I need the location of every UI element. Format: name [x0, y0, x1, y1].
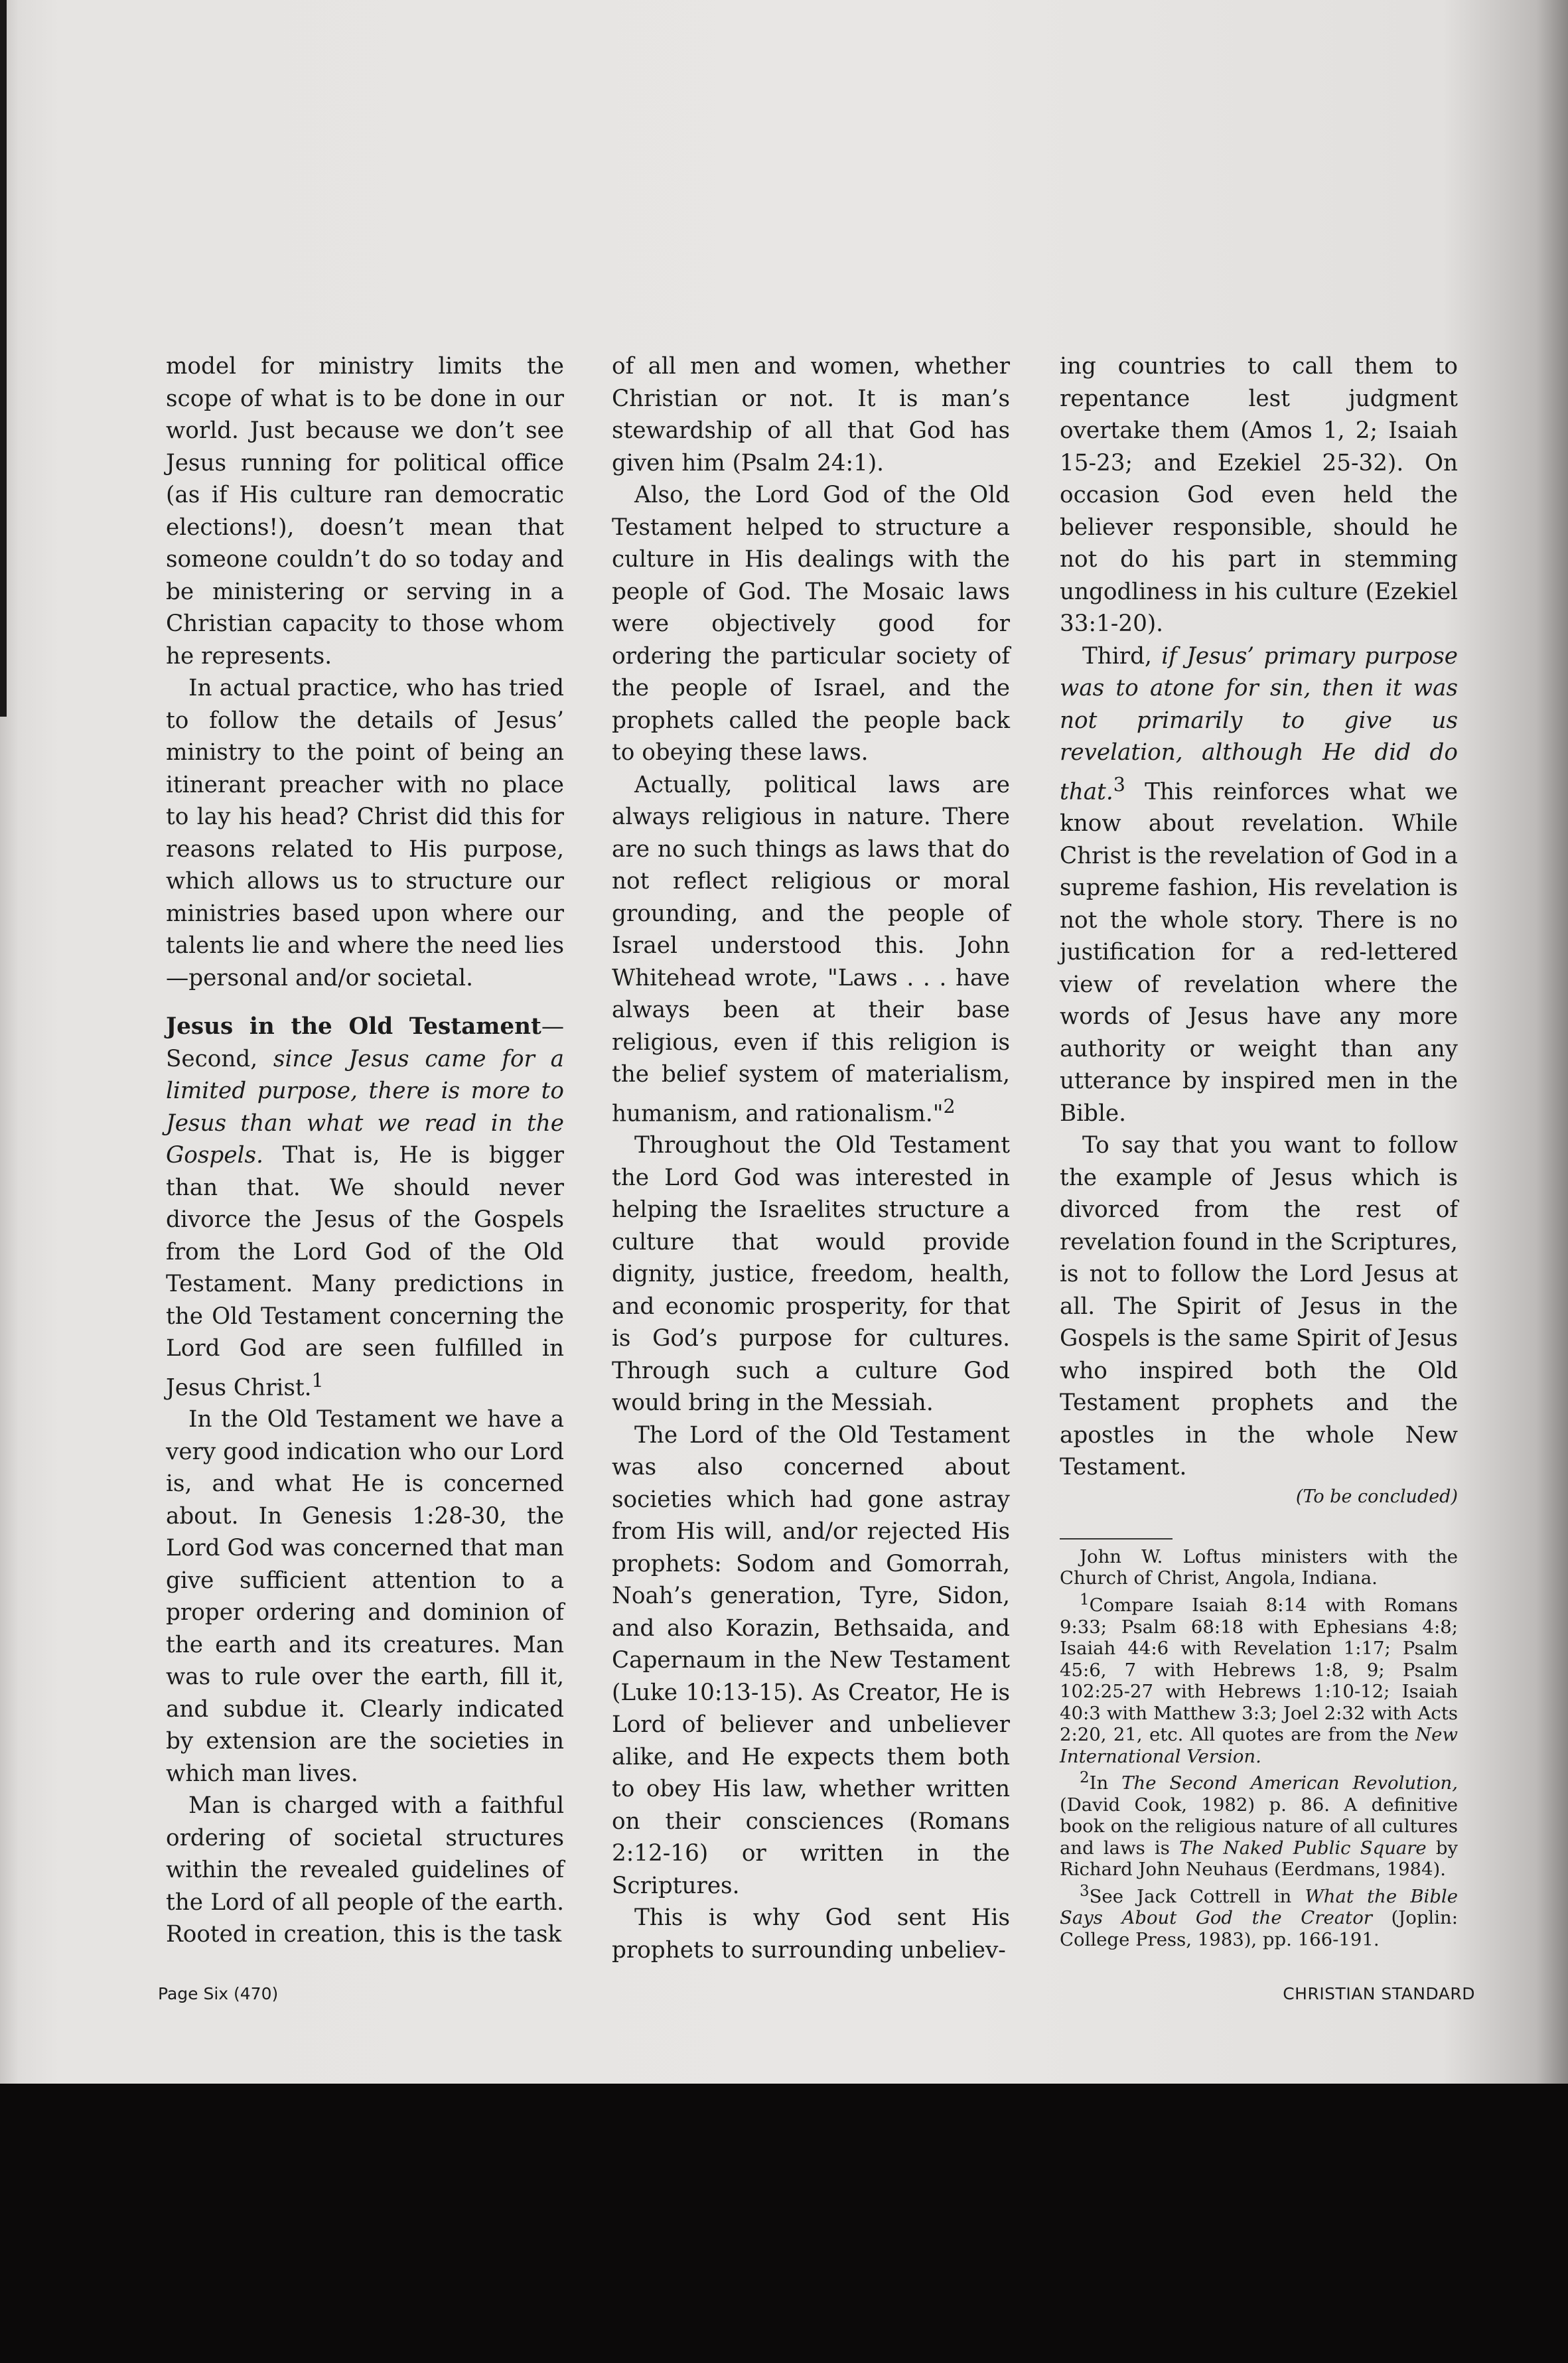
italic-text: What the Bible Says About God the Creator [1060, 1885, 1458, 1929]
paragraph: To say that you want to follow the example of Jesus which is divorced from the rest of revelation found in the Scriptures, is not to follow the Lord Jesus at all. The Spirit of Jesus in the Gospels is the same Spirit of Jesus who inspired both the Old Testament prophets and the apostles in the whole New Testament. [1060, 1132, 1458, 1481]
paragraph: Also, the Lord God of the Old Testament helped to structure a culture in His dealings with the people of God. The Mosaic laws were objectively good for ordering the particular society of the people of Israel, and the prophets called the people back to obeying these laws. [612, 482, 1010, 766]
paragraph-with-subhead [166, 1011, 564, 1403]
footnote-ref: 2 [943, 1095, 956, 1117]
footnote-ref: 3 [1113, 773, 1125, 796]
page-number: Page Six (470) [158, 1984, 279, 2003]
publication-name: CHRISTIAN STANDARD [1283, 1984, 1475, 2003]
article-column-3 [1060, 350, 1458, 1950]
section-subhead: Jesus in the Old Testament [166, 1013, 541, 1040]
footnote-ref: 1 [311, 1369, 324, 1392]
text-run: Third, [1082, 642, 1162, 670]
italic-text: since Jesus came for a limited purpose, there is more to Jesus than what we read in the Gospels. [166, 1045, 565, 1169]
footnote-mark: 1 [1080, 1591, 1090, 1609]
article-column-1 [166, 350, 564, 1951]
italic-text: New International Version. [1060, 1724, 1458, 1767]
footnote-divider [1060, 1538, 1173, 1540]
paragraph: In actual practice, who has tried to follow the details of Jesus’ ministry to the point of being an itinerant preacher with no place to lay his head? Christ did this for reasons related to His purpose, which allows us to structure our ministries based upon where our talents lie and where the need lies—personal and/or societal. [166, 675, 564, 991]
paragraph [612, 769, 1010, 1130]
paragraph: The Lord of the Old Testament was also concerned about societies which had gone astray from His will, and/or rejected His prophets: Sodom and Gomorrah, Noah’s generation, Tyre, Sidon, and also Korazin, Bethsaida, and Capernaum in the New Testament (Luke 10:13-15). As Creator, He is Lord of believer and unbeliever alike, and He expects them both to obey His law, whether written on their consciences (Romans 2:12-16) or written in the Scriptures. [612, 1421, 1010, 1899]
paragraph: of all men and women, whether Christian or not. It is man’s stewardship of all that God has given him (Psalm 24:1). [612, 353, 1010, 476]
footnotes [1060, 1546, 1458, 1950]
paragraph: ing countries to call them to repentance lest judgment overtake them (Amos 1, 2; Isaiah 15-23; and Ezekiel 25-32). On occasion God even held the believer responsible, should he not do his part in stemming ungodliness in his culture (Ezekiel 33:1-20). [1060, 353, 1458, 637]
footnote-2 [1060, 1767, 1458, 1881]
author-note: John W. Loftus ministers with the Church of Christ, Angola, Indiana. [1060, 1545, 1458, 1589]
paragraph: In the Old Testament we have a very good indication who our Lord is, and what He is concerned about. In Genesis 1:28-30, the Lord God was concerned that man give sufficient attention to a proper ordering and dominion of the earth and its creatures. Man was to rule over the earth, fill it, and subdue it. Clearly indicated by extension are the societies in which man lives. [166, 1406, 564, 1787]
to-be-concluded-note: (To be concluded) [1295, 1486, 1458, 1507]
paragraph: This is why God sent His prophets to surrounding unbeliev- [612, 1904, 1010, 1964]
paragraph: Man is charged with a faithful ordering of societal structures within the revealed guidelines of the Lord of all people of the earth. Rooted in creation, this is the task [166, 1792, 564, 1948]
text-run: (David Cook, 1982) p. 86. A definitive book on the religious nature of all cultures and laws is [1060, 1794, 1458, 1859]
text-run: Compare Isaiah 8:14 with Romans 9:33; Psalm 68:18 with Ephesians 4:8; Isaiah 44:6 with Revelation 1:17; Psalm 45:6, 7 with Hebrews 1:8, 9; Psalm 102:25-27 with Hebrews 1:10-12; Isaiah 40:3 with Matthew 3:3; Joel 2:32 with Acts 2:20, 21, etc. All quotes are from the [1060, 1595, 1458, 1746]
footnote-1 [1060, 1589, 1458, 1767]
text-run: This reinforces what we know about revelation. While Christ is the revelation of God in a supreme fashion, His revelation is not the whole story. There is no justification for a red-lettered view of revelation where the words of Jesus have any more authority or weight than any utterance by inspired men in the Bible. [1060, 778, 1458, 1127]
bleed-through-text [119, 40, 1513, 319]
text-run: by Richard John Neuhaus (Eerdmans, 1984). [1060, 1837, 1458, 1881]
subhead-dash: — [541, 1013, 564, 1040]
italic-text: The Naked Public Square [1179, 1837, 1427, 1859]
text-run: See Jack Cottrell in [1089, 1885, 1305, 1907]
text-run: That is, He is bigger than that. We should never divorce the Jesus of the Gospels from the Lord God of the Old Testament. Many predictions in the Old Testament concerning the Lord God are seen fulfilled in Jesus Christ. [166, 1142, 564, 1401]
text-run: (Joplin: College Press, 1983), pp. 166-191. [1060, 1907, 1458, 1950]
text-run: In [1089, 1772, 1122, 1794]
footnote-3 [1060, 1881, 1458, 1951]
binding-edge-shadow [0, 0, 7, 717]
section-gap [166, 994, 564, 1011]
italic-text: if Jesus’ primary purpose was to atone for sin, then it was not primarily to give us revelation, although He did do that. [1060, 642, 1458, 805]
paragraph: model for ministry limits the scope of what is to be done in our world. Just because we don’t see Jesus running for political office (as if His culture ran democratic elections!), doesn’t mean that someone couldn’t do so today and be ministering or serving in a Christian capacity to those whom he represents. [166, 353, 564, 670]
italic-text: The Second American Revolution, [1121, 1772, 1458, 1794]
paragraph: Throughout the Old Testament the Lord God was interested in helping the Israelites structure a culture that would provide dignity, justice, freedom, health, and economic prosperity, for that is God’s purpose for cultures. Through such a culture God would bring in the Messiah. [612, 1132, 1010, 1417]
footnote-mark: 2 [1080, 1769, 1090, 1787]
text-run: Actually, political laws are always religious in nature. There are no such things as laws that do not reflect religious or moral grounding, and the people of Israel understood this. John Whitehead wrote, "Laws . . . have always been at their base religious, even if this religion is the belief system of materialism, humanism, and rationalism." [612, 771, 1010, 1127]
paragraph [1060, 640, 1458, 1130]
text-run: Second, [166, 1045, 273, 1072]
footnote-mark: 3 [1080, 1882, 1090, 1900]
article-column-2 [612, 350, 1010, 1966]
